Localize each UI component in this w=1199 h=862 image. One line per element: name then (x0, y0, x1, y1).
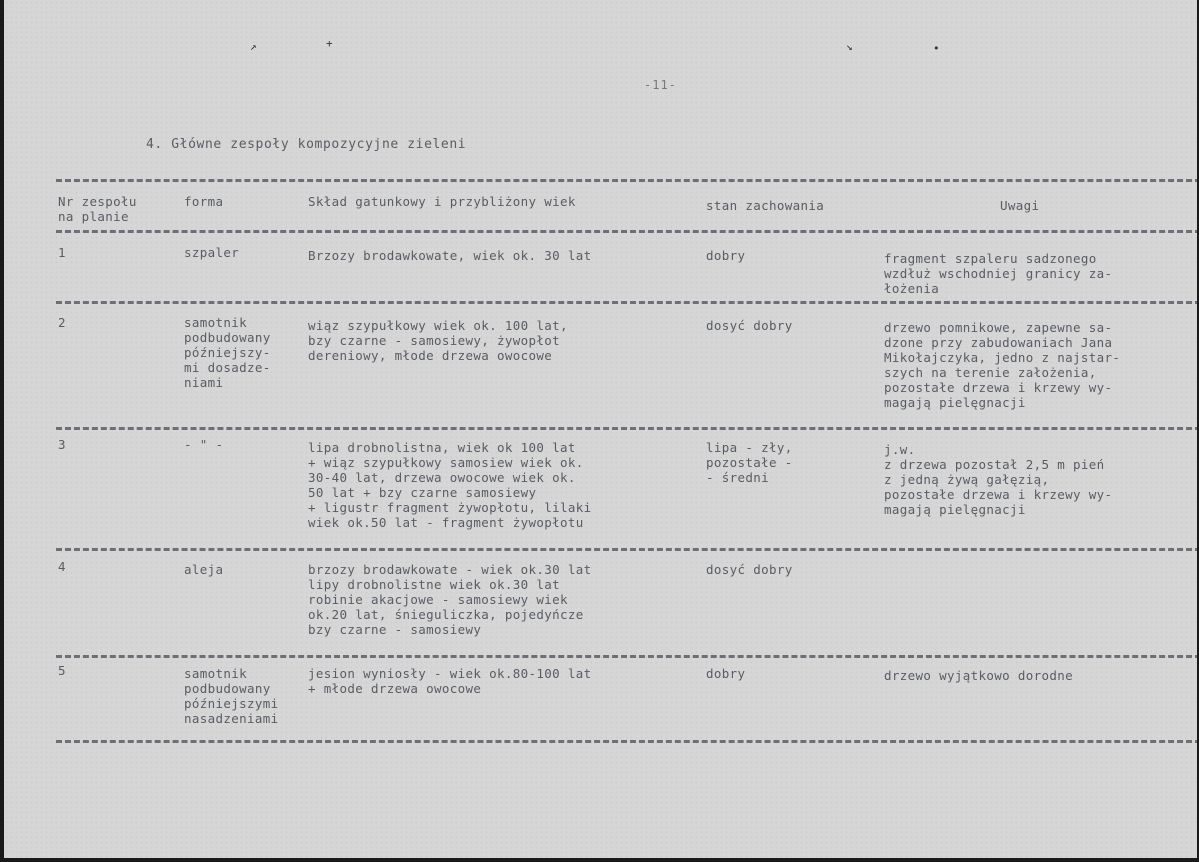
row-rule (56, 301, 1197, 304)
row3-stan: lipa - zły, pozostałe - - średni (706, 440, 793, 485)
header-bottom-rule (56, 230, 1197, 233)
header-nr: Nr zespołu na planie (58, 194, 137, 224)
row3-uwagi: j.w. z drzewa pozostał 2,5 m pień z jedną żywą gałęzią, pozostałe drzewa i krzewy wy- magają pielęgnacji (884, 442, 1113, 517)
row2-nr: 2 (58, 315, 66, 330)
row1-stan: dobry (706, 248, 746, 263)
row4-stan: dosyć dobry (706, 562, 793, 577)
header-stan: stan zachowania (706, 198, 825, 213)
row2-stan: dosyć dobry (706, 318, 793, 333)
row2-sklad: wiąz szypułkowy wiek ok. 100 lat, bzy czarne - samosiewy, żywopłot dereniowy, młode drzewa owocowe (308, 318, 568, 363)
margin-mark: + (326, 37, 333, 50)
document-page (4, 0, 1197, 858)
row-rule (56, 548, 1197, 551)
row1-sklad: Brzozy brodawkowate, wiek ok. 30 lat (308, 248, 592, 263)
margin-mark: ↘ (846, 40, 853, 53)
table-bottom-rule (56, 740, 1197, 743)
row5-stan: dobry (706, 666, 746, 681)
section-heading: 4. Główne zespoły kompozycyjne zieleni (146, 137, 467, 152)
row1-forma: szpaler (184, 245, 240, 260)
row1-uwagi: fragment szpaleru sadzonego wzdłuż wschodniej granicy za- łożenia (884, 251, 1113, 296)
row-rule (56, 427, 1197, 430)
row5-uwagi: drzewo wyjątkowo dorodne (884, 668, 1074, 683)
row4-forma: aleja (184, 562, 224, 577)
margin-mark: • (933, 42, 940, 55)
row-rule (56, 655, 1197, 658)
header-forma: forma (184, 194, 224, 209)
row2-forma: samotnik podbudowany późniejszy- mi dosadze- niami (184, 315, 271, 390)
row2-uwagi: drzewo pomnikowe, zapewne sa- dzone przy zabudowaniach Jana Mikołajczyka, jedno z najstar- szych na terenie założenia, pozostałe drzewa i krzewy wy- magają pielęgnacji (884, 320, 1121, 410)
header-uwagi: Uwagi (1000, 198, 1040, 213)
row5-forma: samotnik podbudowany późniejszymi nasadzeniami (184, 666, 279, 726)
row5-sklad: jesion wyniosły - wiek ok.80-100 lat + młode drzewa owocowe (308, 666, 592, 696)
table-top-rule (56, 179, 1197, 182)
page-number: -11- (644, 78, 677, 92)
row4-sklad: brzozy brodawkowate - wiek ok.30 lat lipy drobnolistne wiek ok.30 lat robinie akacjowe - samosiewy wiek ok.20 lat, śnieguliczka, pojedyńcze bzy czarne - samosiewy (308, 562, 592, 637)
row3-nr: 3 (58, 437, 66, 452)
margin-mark: ↗ (250, 40, 257, 53)
row4-nr: 4 (58, 559, 66, 574)
row3-forma: - " - (184, 437, 224, 452)
row1-nr: 1 (58, 245, 66, 260)
row5-nr: 5 (58, 663, 66, 678)
row3-sklad: lipa drobnolistna, wiek ok 100 lat + wiąz szypułkowy samosiew wiek ok. 30-40 lat, drzewa owocowe wiek ok. 50 lat + bzy czarne samosiewy + ligustr fragment żywopłotu, lilaki wiek ok.50 lat - fragment żywopłotu (308, 440, 592, 530)
header-sklad: Skład gatunkowy i przybliżony wiek (308, 194, 576, 209)
